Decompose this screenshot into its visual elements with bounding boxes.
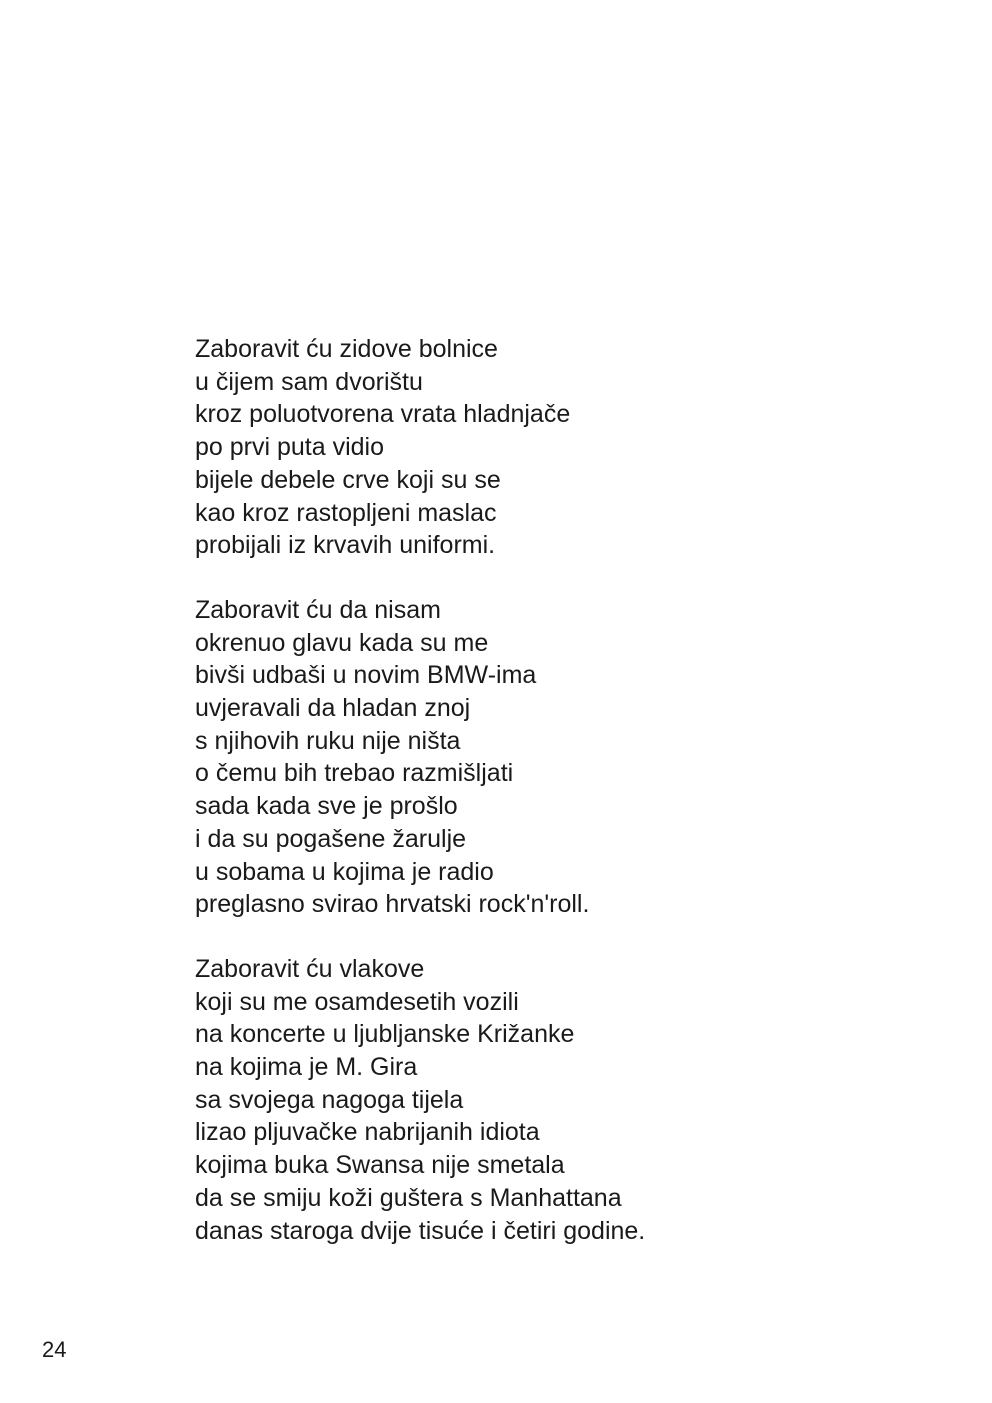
- stanza-2: [195, 594, 895, 921]
- poem-line: Zaboravit ću vlakove: [195, 954, 425, 983]
- poem-line: koji su me osamdesetih vozili: [195, 987, 519, 1016]
- poem-line: bivši udbaši u novim BMW-ima: [195, 661, 537, 690]
- poem-line: u sobama u kojima je radio: [195, 857, 494, 886]
- poem-line: lizao pljuvačke nabrijanih idiota: [195, 1118, 540, 1147]
- poem-line: na kojima je M. Gira: [195, 1053, 418, 1082]
- poem-line: po prvi puta vidio: [195, 433, 385, 462]
- poem-line: okrenuo glavu kada su me: [195, 628, 489, 657]
- poem-line: danas staroga dvije tisuće i četiri godine.: [195, 1216, 646, 1245]
- poem-line: o čemu bih trebao razmišljati: [195, 759, 514, 788]
- poem-line: i da su pogašene žarulje: [195, 824, 467, 853]
- poem-line: Zaboravit ću zidove bolnice: [195, 335, 498, 363]
- stanza-3: [195, 953, 895, 1247]
- stanza-1: [195, 333, 895, 562]
- poem-line: kao kroz rastopljeni maslac: [195, 498, 497, 527]
- poem-line: probijali iz krvavih uniformi.: [195, 531, 496, 560]
- poem-line: bijele debele crve koji su se: [195, 465, 501, 494]
- page-number: 24: [42, 1337, 67, 1362]
- poem: [195, 333, 895, 1279]
- poem-line: na koncerte u ljubljanske Križanke: [195, 1020, 575, 1049]
- poem-line: kroz poluotvorena vrata hladnjače: [195, 400, 571, 429]
- poem-line: kojima buka Swansa nije smetala: [195, 1151, 565, 1180]
- poem-line: da se smiju koži guštera s Manhattana: [195, 1183, 622, 1212]
- poem-line: Zaboravit ću da nisam: [195, 595, 441, 624]
- poem-line: u čijem sam dvorištu: [195, 367, 423, 396]
- poem-line: sa svojega nagoga tijela: [195, 1085, 464, 1114]
- poem-line: uvjeravali da hladan znoj: [195, 694, 471, 723]
- poem-line: preglasno svirao hrvatski rock'n'roll.: [195, 890, 590, 919]
- poem-line: s njihovih ruku nije ništa: [195, 726, 461, 755]
- poem-line: sada kada sve je prošlo: [195, 792, 458, 821]
